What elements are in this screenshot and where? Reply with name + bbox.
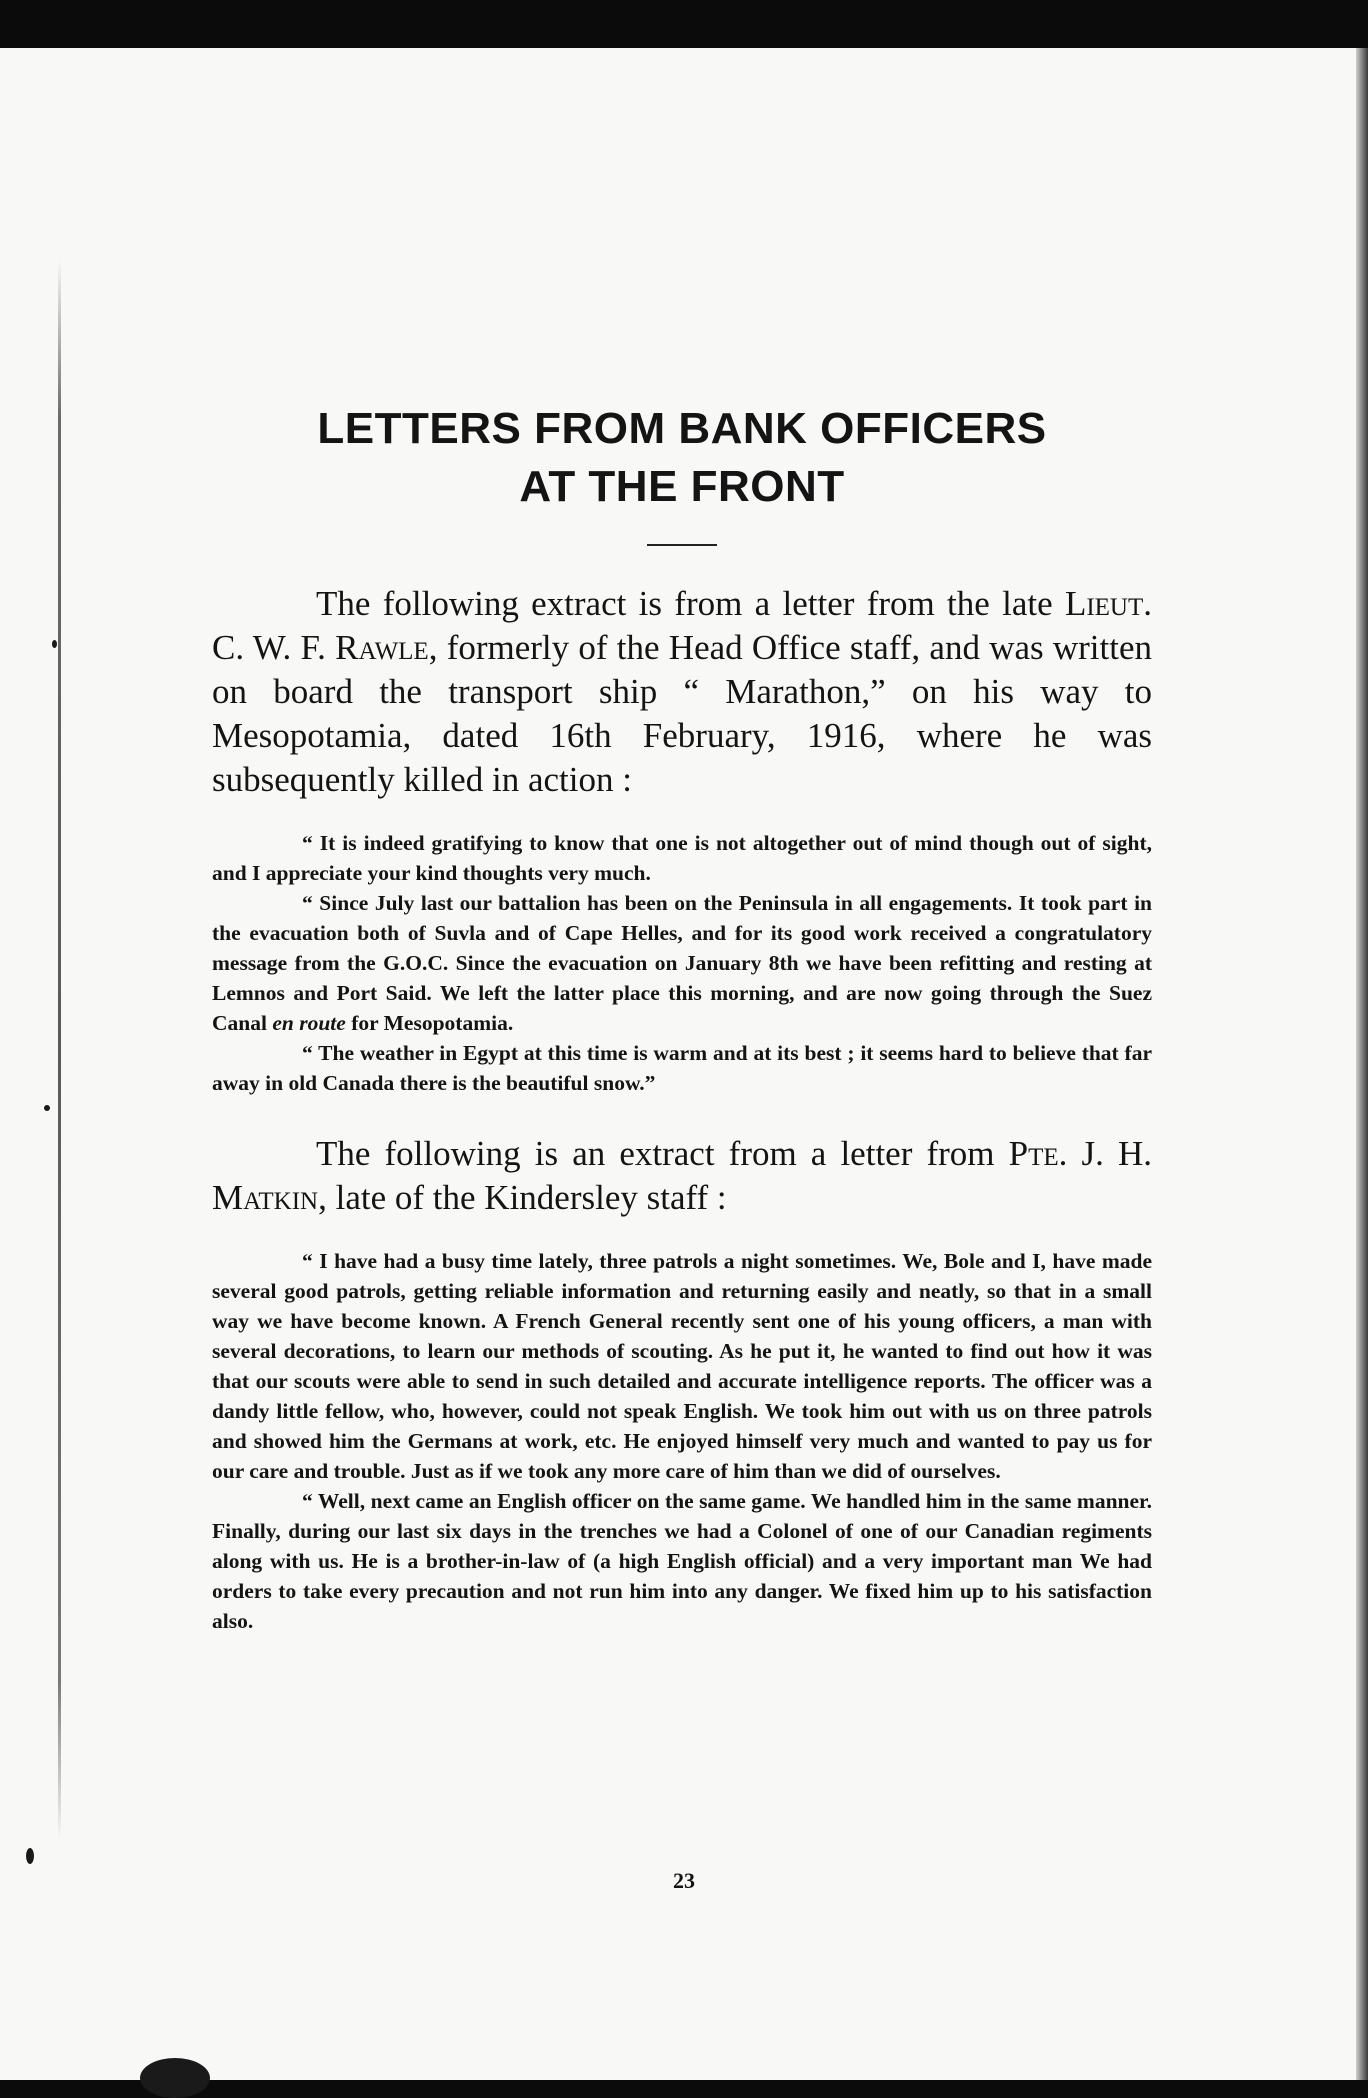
- letter-paragraph-text: for Mesopotamia.: [351, 1011, 514, 1035]
- section1-intro-post: , formerly of the Head Office staff, and was written on board the transport ship “ Marathon,” on his way to Mesopotamia, dated 16th February, 1916, where he was subsequently killed in action :: [212, 628, 1153, 799]
- margin-speck: [52, 640, 57, 648]
- heading-line-2: AT THE FRONT: [519, 462, 845, 511]
- margin-speck: [140, 2058, 210, 2098]
- binding-margin-line: [58, 260, 61, 1840]
- heading-line-1: LETTERS FROM BANK OFFICERS: [317, 404, 1047, 453]
- letter-paragraph: “ The weather in Egypt at this time is warm and at its best ; it seems hard to believe that far away in old Canada there is the beautiful snow.”: [212, 1041, 1152, 1095]
- section2-author-name: Pte. J. H. Matkin: [212, 1134, 1153, 1217]
- italic-phrase: en route: [272, 1011, 346, 1035]
- section1-author-name: Lieut. C. W. F. Rawle: [212, 584, 1152, 667]
- section1-intro: [212, 582, 1152, 802]
- section2-letter: [212, 1246, 1152, 1636]
- section1-intro-pre: The following extract is from a letter from the late: [316, 584, 1065, 623]
- page-content: [212, 400, 1152, 1636]
- heading-divider: [647, 544, 717, 546]
- page-number: 23: [673, 1868, 695, 1893]
- letter-paragraph: “ It is indeed gratifying to know that one is not altogether out of mind though out of sight, and I appreciate your kind thoughts very much.: [212, 831, 1152, 885]
- margin-speck: [26, 1848, 34, 1864]
- letter-paragraph: [212, 888, 1152, 1038]
- section2-intro-pre: The following is an extract from a letter from: [316, 1134, 1009, 1173]
- section2-intro: [212, 1132, 1152, 1220]
- section1-letter: [212, 828, 1152, 1098]
- margin-speck: [44, 1105, 50, 1111]
- section2-intro-post: , late of the Kindersley staff :: [318, 1178, 727, 1217]
- letter-paragraph: “ Well, next came an English officer on the same game. We handled him in the same manner. Finally, during our last six days in the trenches we had a Colonel of one of our Canadian regiments along with us. He is a brother-in-law of (a high English official) and a very important man We had orders to take every precaution and not run him into any danger. We fixed him up to his satisfaction also.: [212, 1489, 1152, 1633]
- letter-paragraph-text: “ Since July last our battalion has been on the Peninsula in all engagements. It took part in the evacuation both of Suvla and of Cape Helles, and for its good work received a congratulatory message from the G.O.C. Since the evacuation on January 8th we have been refitting and resting at Lemnos and Port Said. We left the latter place this morning, and are now going through the Suez Canal: [212, 891, 1152, 1035]
- page-heading: [212, 400, 1152, 516]
- letter-paragraph: “ I have had a busy time lately, three patrols a night sometimes. We, Bole and I, have made several good patrols, getting reliable information and returning easily and neatly, so that in a small way we have become known. A French General recently sent one of his young officers, a man with several decorations, to learn our methods of scouting. As he put it, he wanted to find out how it was that our scouts were able to send in such detailed and accurate intelligence reports. The officer was a dandy little fellow, who, however, could not speak English. We took him out with us on three patrols and showed him the Germans at work, etc. He enjoyed himself very much and wanted to pay us for our care and trouble. Just as if we took any more care of him than we did of ourselves.: [212, 1249, 1152, 1483]
- page-edge-shadow: [1356, 48, 1368, 2080]
